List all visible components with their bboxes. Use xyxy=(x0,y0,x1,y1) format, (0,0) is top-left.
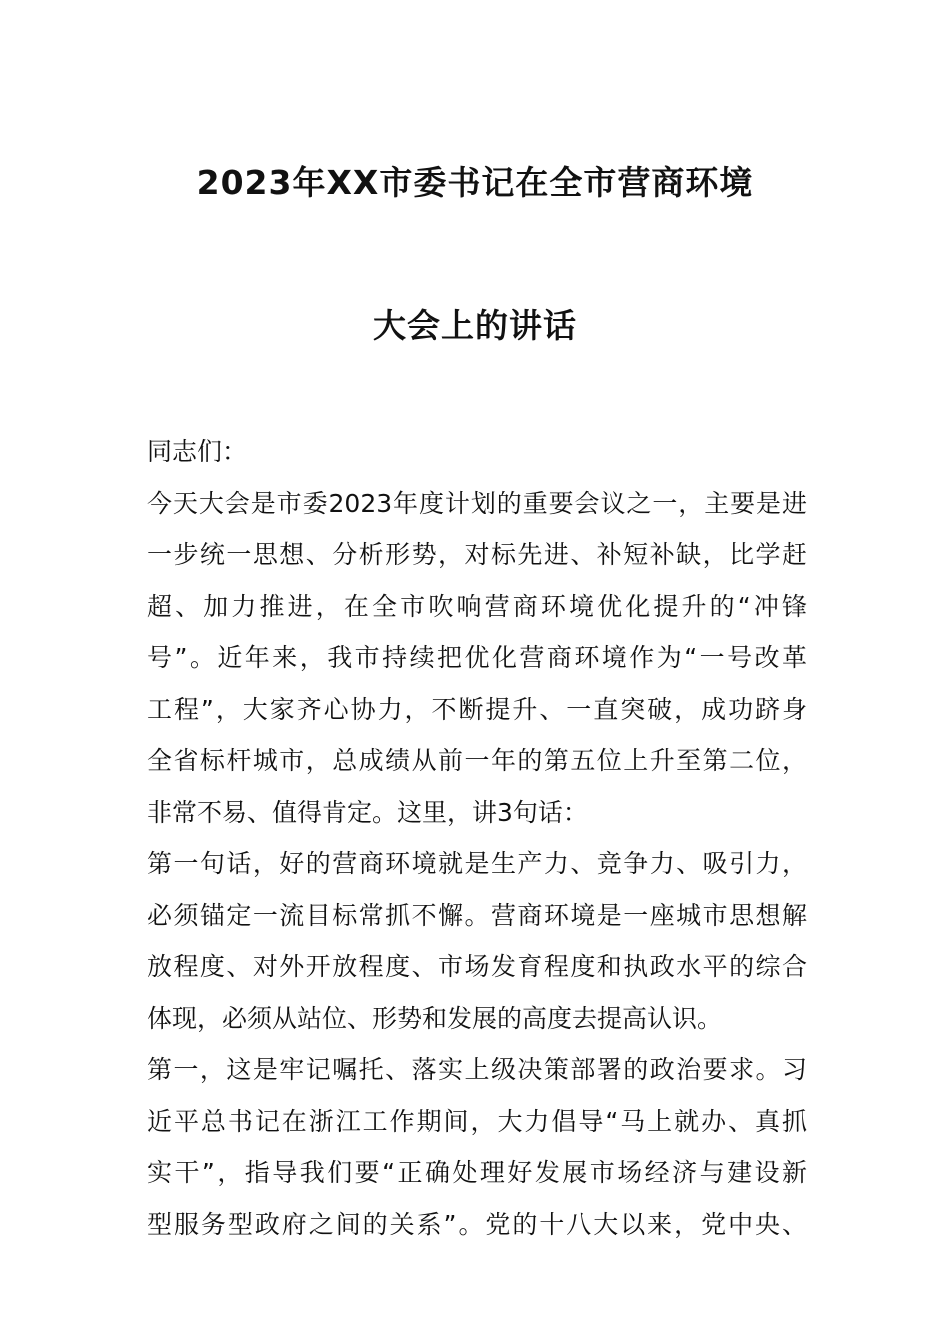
paragraph-line: 第一，这是牢记嘱托、落实上级决策部署的政治要求。习 xyxy=(147,1055,807,1084)
paragraph-line: 工程”，大家齐心协力，不断提升、一直突破，成功跻身 xyxy=(147,694,807,724)
salutation-line: 同志们： xyxy=(147,437,248,466)
paragraph-line: 实干”，指导我们要“正确处理好发展市场经济与建设新 xyxy=(147,1158,807,1187)
document-title-line-1: 2023年XX市委书记在全市营商环境 xyxy=(196,163,754,202)
paragraph-line: 一步统一思想、分析形势，对标先进、补短补缺，比学赶 xyxy=(147,540,807,569)
paragraph-line: 今天大会是市委2023年度计划的重要会议之一，主要是进 xyxy=(147,488,807,518)
paragraph-line: 超、加力推进，在全市吹响营商环境优化提升的“冲锋 xyxy=(147,591,807,621)
paragraph-line: 全省标杆城市，总成绩从前一年的第五位上升至第二位， xyxy=(147,746,807,775)
paragraph-line: 近平总书记在浙江工作期间，大力倡导“马上就办、真抓 xyxy=(147,1106,807,1136)
paragraph-line: 放程度、对外开放程度、市场发育程度和执政水平的综合 xyxy=(147,952,807,981)
paragraph-line: 体现，必须从站位、形势和发展的高度去提高认识。 xyxy=(147,1003,723,1033)
paragraph-line: 第一句话，好的营商环境就是生产力、竞争力、吸引力， xyxy=(147,849,807,878)
document-body xyxy=(147,432,807,1256)
document-title-line-2: 大会上的讲话 xyxy=(373,306,577,345)
paragraph-line: 非常不易、值得肯定。这里，讲3句话： xyxy=(147,797,588,827)
paragraph-line: 必须锚定一流目标常抓不懈。营商环境是一座城市思想解 xyxy=(147,900,807,930)
paragraph-line: 号”。近年来，我市持续把优化营商环境作为“一号改革 xyxy=(147,643,807,672)
paragraph-line: 型服务型政府之间的关系”。党的十八大以来，党中央、 xyxy=(147,1209,807,1239)
